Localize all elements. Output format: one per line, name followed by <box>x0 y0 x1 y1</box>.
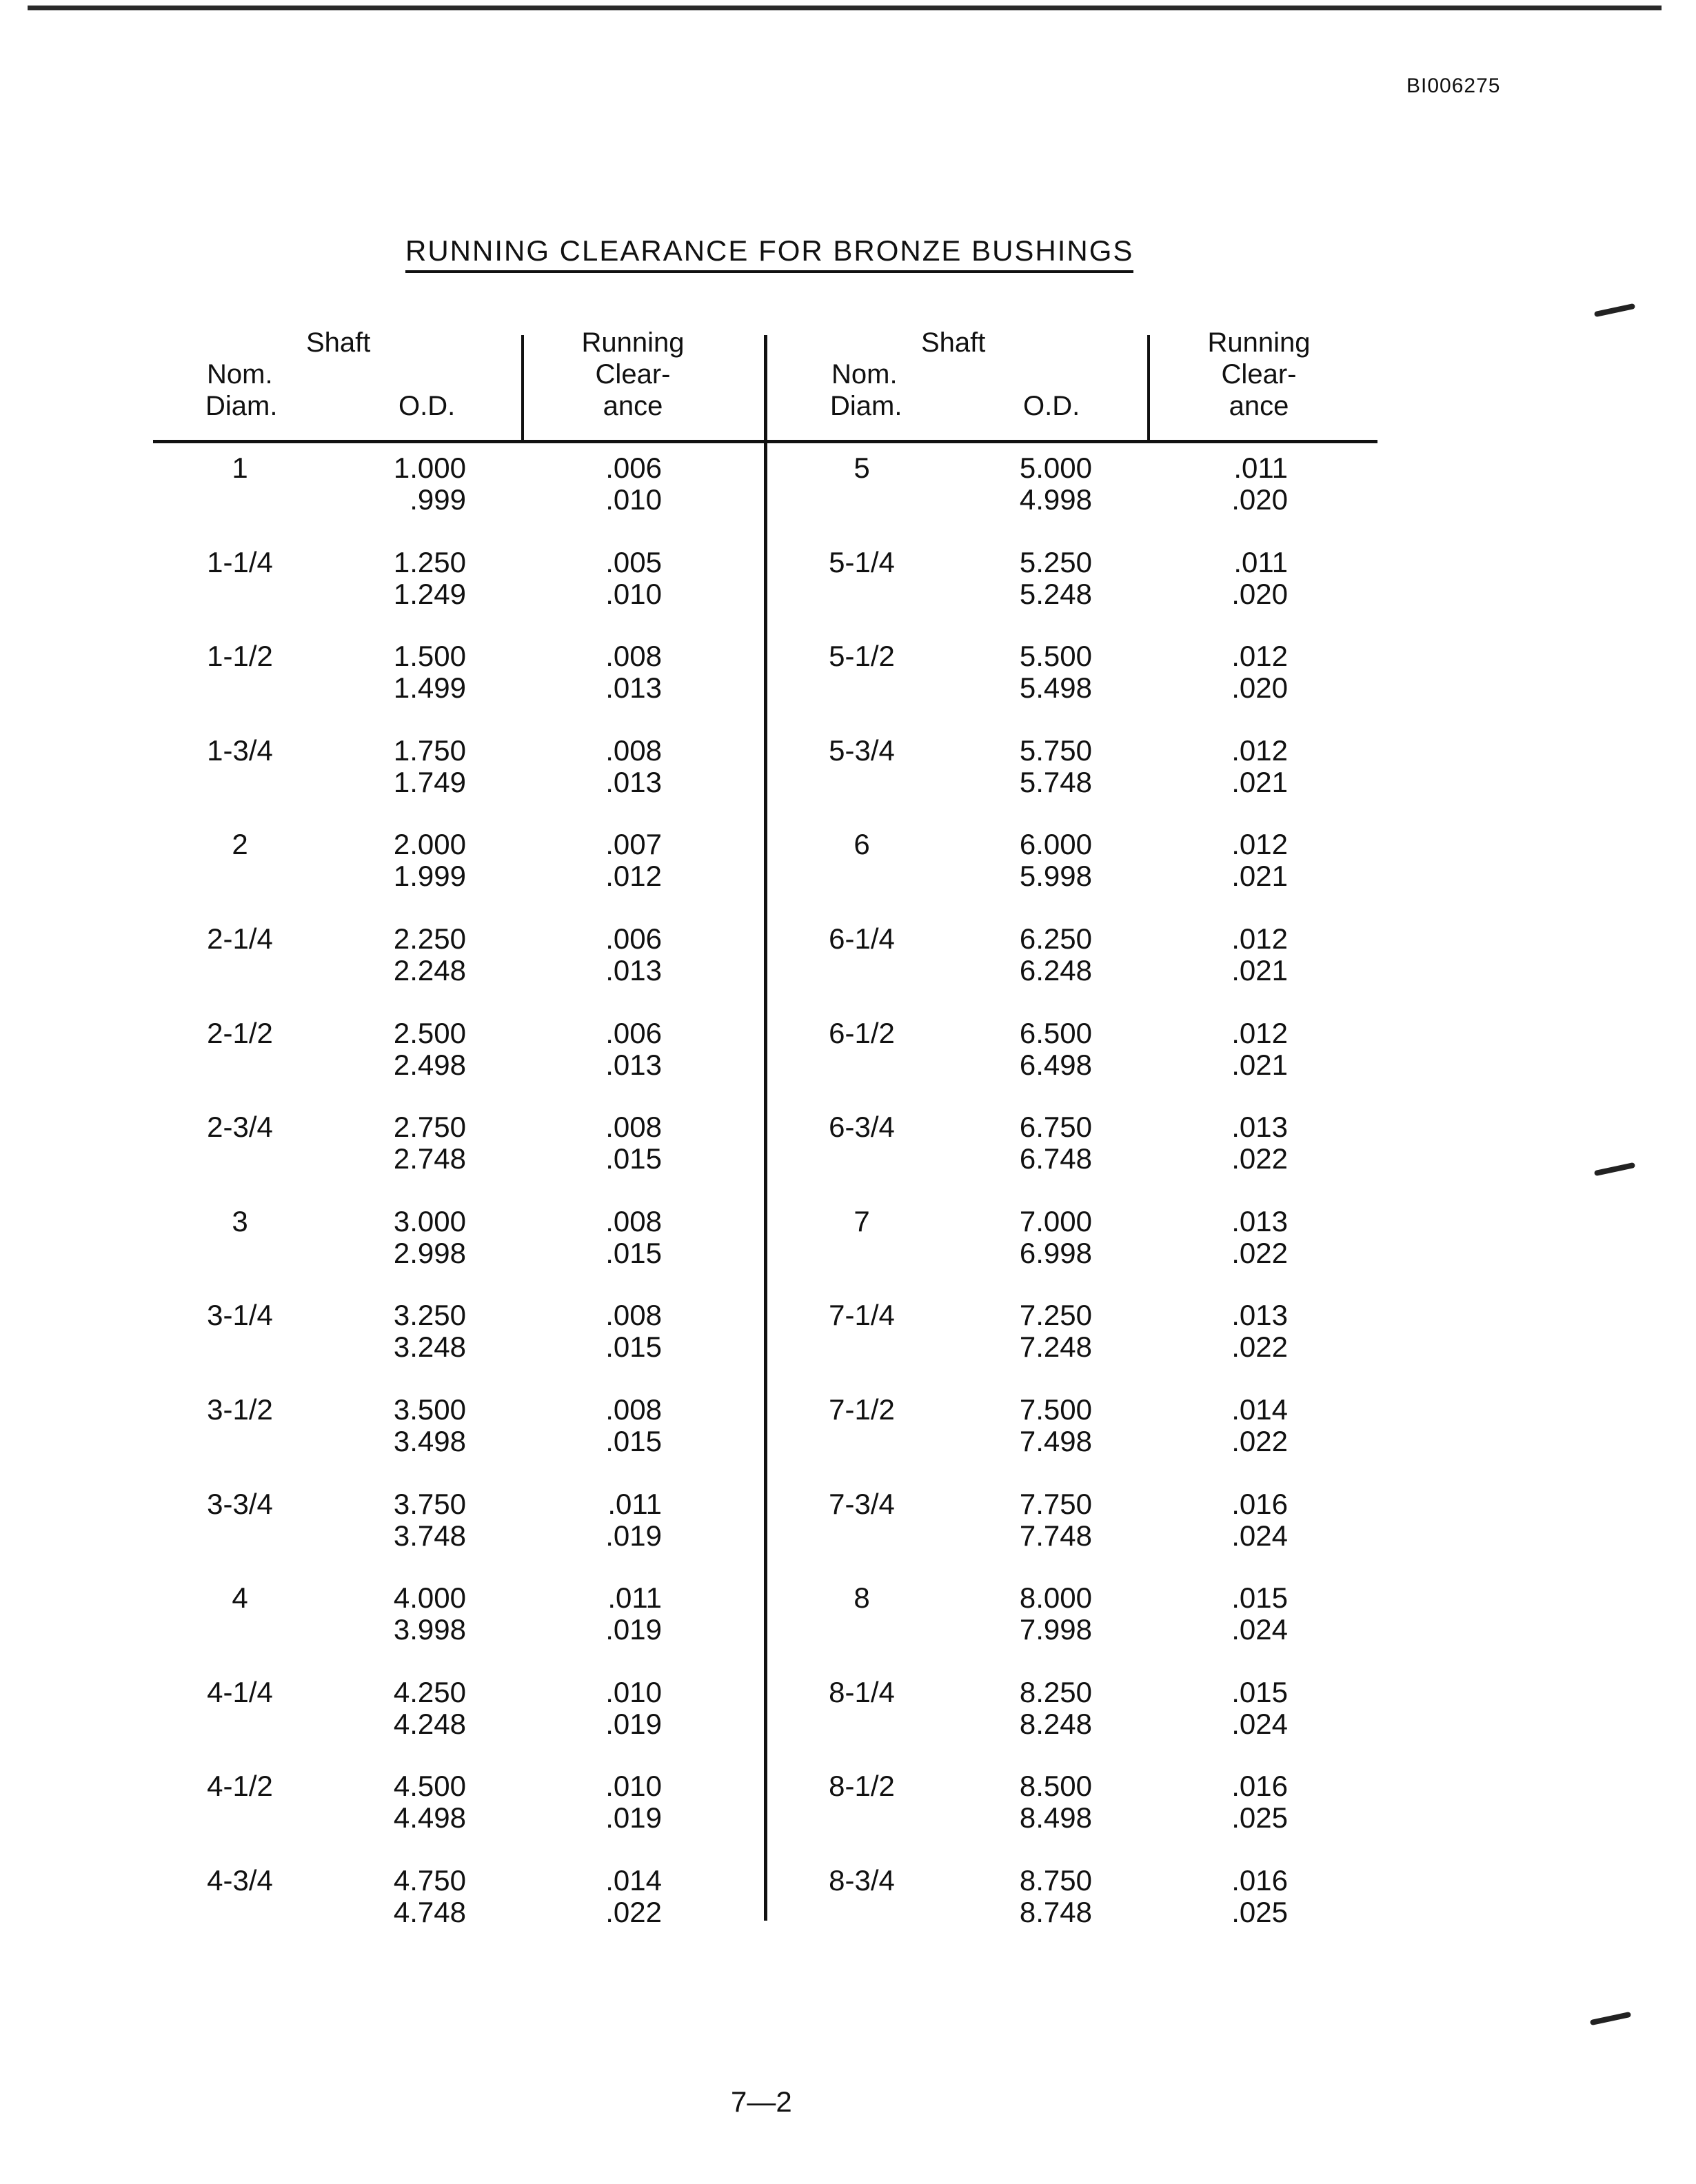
running-clearance-lower: .025 <box>1231 1896 1288 1928</box>
running-clearance-lower: .022 <box>1231 1236 1288 1269</box>
shaft-od-upper: 2.500 <box>393 1016 466 1049</box>
running-clearance-lower: .015 <box>605 1425 662 1457</box>
running-clearance-upper: .016 <box>1231 1487 1288 1520</box>
shaft-od <box>954 1394 1092 1457</box>
shaft-od-lower: 6.998 <box>1019 1236 1092 1269</box>
running-clearance <box>1150 1677 1288 1740</box>
shaft-od-upper: 6.000 <box>1019 828 1092 861</box>
shaft-od-upper: 3.500 <box>393 1393 466 1426</box>
shaft-od-lower: 7.248 <box>1019 1331 1092 1364</box>
shaft-od <box>954 1111 1092 1175</box>
nominal-diameter: 7-1/2 <box>829 1393 895 1426</box>
shaft-od-upper: 7.000 <box>1019 1204 1092 1237</box>
running-clearance-upper: .006 <box>605 1016 662 1049</box>
nominal-diameter: 3 <box>232 1204 248 1237</box>
running-clearance <box>1150 735 1288 798</box>
running-clearance <box>1150 640 1288 704</box>
shaft-od <box>954 735 1092 798</box>
running-clearance <box>1150 1300 1288 1363</box>
shaft-od-lower: .999 <box>410 483 466 516</box>
running-clearance-upper: .016 <box>1231 1770 1288 1803</box>
left-header-divider <box>521 335 524 441</box>
nominal-diameter: 3-1/4 <box>207 1299 273 1332</box>
shaft-od-upper: 4.250 <box>393 1675 466 1708</box>
shaft-od-upper: 5.750 <box>1019 734 1092 767</box>
running-clearance-lower: .019 <box>605 1707 662 1740</box>
running-clearance <box>1150 1582 1288 1646</box>
shaft-od-upper: 5.250 <box>1019 545 1092 578</box>
running-clearance-lower: .013 <box>605 765 662 798</box>
running-clearance-upper: .012 <box>1231 640 1288 673</box>
shaft-od-lower: 1.999 <box>393 860 466 893</box>
shaft-od <box>954 1300 1092 1363</box>
nominal-diameter: 6-1/2 <box>829 1016 895 1049</box>
shaft-od <box>954 1018 1092 1081</box>
running-clearance-lower: .010 <box>605 577 662 610</box>
running-clearance-lower: .022 <box>605 1896 662 1928</box>
running-clearance-lower: .024 <box>1231 1519 1288 1552</box>
nominal-diameter: 4-3/4 <box>207 1864 273 1897</box>
running-clearance-upper: .013 <box>1231 1111 1288 1144</box>
shaft-od-lower: 6.248 <box>1019 954 1092 987</box>
nominal-diameter: 8 <box>854 1581 870 1615</box>
shaft-od-lower: 4.248 <box>393 1707 466 1740</box>
margin-mark <box>1590 2012 1631 2025</box>
shaft-od-lower: 6.498 <box>1019 1048 1092 1081</box>
running-clearance-lower: .025 <box>1231 1801 1288 1834</box>
shaft-od-upper: 7.250 <box>1019 1299 1092 1332</box>
nominal-diameter: 1 <box>232 452 248 484</box>
running-clearance-upper: .008 <box>605 640 662 673</box>
shaft-od-lower: 1.249 <box>393 577 466 610</box>
shaft-od-upper: 7.750 <box>1019 1487 1092 1520</box>
running-clearance-lower: .020 <box>1231 577 1288 610</box>
shaft-od <box>954 547 1092 610</box>
running-clearance-lower: .019 <box>605 1801 662 1834</box>
running-clearance-lower: .021 <box>1231 954 1288 987</box>
running-clearance-lower: .010 <box>605 483 662 516</box>
shaft-od-lower: 4.748 <box>393 1896 466 1928</box>
running-clearance <box>1150 1394 1288 1457</box>
right-table-row <box>0 547 1696 616</box>
running-clearance-lower: .021 <box>1231 860 1288 893</box>
left-clear-header: Clear- <box>595 359 671 390</box>
shaft-od-upper: 3.000 <box>393 1204 466 1237</box>
running-clearance-upper: .006 <box>605 922 662 955</box>
shaft-od-lower: 2.498 <box>393 1048 466 1081</box>
running-clearance <box>1150 1865 1288 1928</box>
running-clearance <box>1150 1206 1288 1269</box>
right-table-row <box>0 1677 1696 1746</box>
shaft-od-upper: 1.000 <box>393 452 466 484</box>
running-clearance <box>1150 1111 1288 1175</box>
left-nom-header: Nom. <box>207 359 273 390</box>
running-clearance-upper: .005 <box>605 545 662 578</box>
running-clearance-upper: .011 <box>1233 545 1288 578</box>
right-nom-header: Nom. <box>831 359 898 390</box>
running-clearance-upper: .007 <box>605 828 662 861</box>
nominal-diameter: 5 <box>854 452 870 484</box>
right-od-header: O.D. <box>1023 391 1080 421</box>
shaft-od-lower: 3.248 <box>393 1331 466 1364</box>
right-table-row <box>0 923 1696 992</box>
right-table-row <box>0 1770 1696 1839</box>
shaft-od <box>954 1206 1092 1269</box>
nominal-diameter: 2-1/4 <box>207 922 273 955</box>
running-clearance-lower: .021 <box>1231 1048 1288 1081</box>
running-clearance-upper: .012 <box>1231 922 1288 955</box>
right-table-row <box>0 1111 1696 1180</box>
shaft-od-lower: 3.998 <box>393 1613 466 1646</box>
running-clearance-upper: .011 <box>607 1487 662 1520</box>
top-border-rule <box>28 6 1662 10</box>
right-ance-header: ance <box>1229 391 1289 421</box>
shaft-od-upper: 8.500 <box>1019 1770 1092 1803</box>
running-clearance <box>1150 547 1288 610</box>
running-clearance-lower: .024 <box>1231 1707 1288 1740</box>
running-clearance-lower: .022 <box>1231 1142 1288 1175</box>
margin-mark <box>1594 303 1635 317</box>
nominal-diameter: 4-1/4 <box>207 1675 273 1708</box>
shaft-od-lower: 1.499 <box>393 671 466 705</box>
running-clearance-upper: .014 <box>605 1864 662 1897</box>
shaft-od-upper: 8.000 <box>1019 1581 1092 1615</box>
shaft-od-lower: 5.998 <box>1019 860 1092 893</box>
running-clearance-upper: .014 <box>1231 1393 1288 1426</box>
running-clearance-lower: .015 <box>605 1236 662 1269</box>
nominal-diameter: 5-3/4 <box>829 734 895 767</box>
right-header-divider <box>1147 335 1150 441</box>
right-table-row <box>0 1394 1696 1463</box>
shaft-od-upper: 5.500 <box>1019 640 1092 673</box>
shaft-od-upper: 6.500 <box>1019 1016 1092 1049</box>
running-clearance-lower: .021 <box>1231 765 1288 798</box>
running-clearance-upper: .015 <box>1231 1581 1288 1615</box>
nominal-diameter: 8-3/4 <box>829 1864 895 1897</box>
running-clearance-upper: .012 <box>1231 828 1288 861</box>
page-title: RUNNING CLEARANCE FOR BRONZE BUSHINGS <box>405 234 1133 273</box>
running-clearance-lower: .022 <box>1231 1425 1288 1457</box>
left-diam-header: Diam. <box>205 391 278 421</box>
shaft-od-upper: 3.250 <box>393 1299 466 1332</box>
shaft-od <box>954 923 1092 987</box>
shaft-od-upper: 3.750 <box>393 1487 466 1520</box>
running-clearance <box>1150 452 1288 516</box>
shaft-od-upper: 8.250 <box>1019 1675 1092 1708</box>
nominal-diameter: 2-1/2 <box>207 1016 273 1049</box>
nominal-diameter: 5-1/2 <box>829 640 895 673</box>
nominal-diameter: 2 <box>232 828 248 861</box>
right-diam-header: Diam. <box>830 391 902 421</box>
shaft-od-lower: 6.748 <box>1019 1142 1092 1175</box>
right-table-row <box>0 640 1696 709</box>
running-clearance <box>1150 1018 1288 1081</box>
running-clearance-upper: .013 <box>1231 1299 1288 1332</box>
running-clearance-lower: .013 <box>605 954 662 987</box>
right-table-row <box>0 1488 1696 1557</box>
nominal-diameter: 1-3/4 <box>207 734 273 767</box>
left-running-header: Running <box>581 327 685 358</box>
running-clearance-lower: .012 <box>605 860 662 893</box>
nominal-diameter: 4 <box>232 1581 248 1615</box>
shaft-od-upper: 6.250 <box>1019 922 1092 955</box>
nominal-diameter: 7-1/4 <box>829 1299 895 1332</box>
running-clearance-upper: .010 <box>605 1675 662 1708</box>
shaft-od-lower: 8.748 <box>1019 1896 1092 1928</box>
left-ance-header: ance <box>603 391 663 421</box>
shaft-od-upper: 2.750 <box>393 1111 466 1144</box>
nominal-diameter: 6-1/4 <box>829 922 895 955</box>
shaft-od-upper: 5.000 <box>1019 452 1092 484</box>
shaft-od-upper: 1.750 <box>393 734 466 767</box>
running-clearance-lower: .019 <box>605 1519 662 1552</box>
shaft-od-lower: 2.998 <box>393 1236 466 1269</box>
shaft-od-lower: 5.248 <box>1019 577 1092 610</box>
running-clearance-lower: .022 <box>1231 1331 1288 1364</box>
nominal-diameter: 5-1/4 <box>829 545 895 578</box>
shaft-od <box>954 1770 1092 1834</box>
running-clearance <box>1150 829 1288 892</box>
shaft-od <box>954 1488 1092 1552</box>
running-clearance <box>1150 1770 1288 1834</box>
running-clearance-upper: .016 <box>1231 1864 1288 1897</box>
running-clearance-upper: .008 <box>605 1393 662 1426</box>
running-clearance-lower: .019 <box>605 1613 662 1646</box>
shaft-od-upper: 2.000 <box>393 828 466 861</box>
shaft-od-upper: 1.250 <box>393 545 466 578</box>
shaft-od-upper: 7.500 <box>1019 1393 1092 1426</box>
shaft-od-lower: 1.749 <box>393 765 466 798</box>
shaft-od-upper: 1.500 <box>393 640 466 673</box>
nominal-diameter: 7 <box>854 1204 870 1237</box>
right-table-row <box>0 1865 1696 1934</box>
shaft-od-lower: 3.748 <box>393 1519 466 1552</box>
running-clearance-upper: .012 <box>1231 1016 1288 1049</box>
page-number: 7—2 <box>731 2085 792 2118</box>
running-clearance <box>1150 1488 1288 1552</box>
shaft-od-lower: 8.498 <box>1019 1801 1092 1834</box>
nominal-diameter: 1-1/2 <box>207 640 273 673</box>
shaft-od <box>954 1582 1092 1646</box>
running-clearance-lower: .013 <box>605 671 662 705</box>
shaft-od-lower: 2.248 <box>393 954 466 987</box>
shaft-od-upper: 4.500 <box>393 1770 466 1803</box>
shaft-od <box>954 1677 1092 1740</box>
running-clearance-upper: .006 <box>605 452 662 484</box>
right-table-row <box>0 735 1696 804</box>
nominal-diameter: 7-3/4 <box>829 1487 895 1520</box>
nominal-diameter: 2-3/4 <box>207 1111 273 1144</box>
shaft-od <box>954 452 1092 516</box>
nominal-diameter: 6-3/4 <box>829 1111 895 1144</box>
nominal-diameter: 3-1/2 <box>207 1393 273 1426</box>
right-table-row <box>0 1018 1696 1086</box>
shaft-od-lower: 7.748 <box>1019 1519 1092 1552</box>
running-clearance-lower: .013 <box>605 1048 662 1081</box>
right-table-row <box>0 1582 1696 1651</box>
running-clearance-upper: .013 <box>1231 1204 1288 1237</box>
right-table-row <box>0 1206 1696 1275</box>
running-clearance-upper: .015 <box>1231 1675 1288 1708</box>
shaft-od-upper: 4.750 <box>393 1864 466 1897</box>
left-od-header: O.D. <box>398 391 456 421</box>
right-table-row <box>0 1300 1696 1368</box>
left-shaft-header: Shaft <box>306 327 371 358</box>
running-clearance-upper: .010 <box>605 1770 662 1803</box>
right-table-row <box>0 452 1696 521</box>
running-clearance-upper: .008 <box>605 1111 662 1144</box>
nominal-diameter: 8-1/2 <box>829 1770 895 1803</box>
shaft-od-lower: 2.748 <box>393 1142 466 1175</box>
shaft-od-upper: 6.750 <box>1019 1111 1092 1144</box>
running-clearance-upper: .008 <box>605 1299 662 1332</box>
shaft-od-upper: 8.750 <box>1019 1864 1092 1897</box>
shaft-od-lower: 4.498 <box>393 1801 466 1834</box>
running-clearance-upper: .012 <box>1231 734 1288 767</box>
shaft-od <box>954 829 1092 892</box>
running-clearance-upper: .011 <box>1233 452 1288 484</box>
shaft-od-upper: 4.000 <box>393 1581 466 1615</box>
shaft-od-upper: 2.250 <box>393 922 466 955</box>
running-clearance-lower: .015 <box>605 1331 662 1364</box>
shaft-od <box>954 640 1092 704</box>
running-clearance-upper: .011 <box>607 1581 662 1615</box>
header-rule <box>153 440 1377 443</box>
right-clear-header: Clear- <box>1221 359 1297 390</box>
shaft-od-lower: 7.498 <box>1019 1425 1092 1457</box>
running-clearance-lower: .020 <box>1231 671 1288 705</box>
shaft-od-lower: 8.248 <box>1019 1707 1092 1740</box>
running-clearance-lower: .015 <box>605 1142 662 1175</box>
shaft-od-lower: 5.498 <box>1019 671 1092 705</box>
right-shaft-header: Shaft <box>921 327 986 358</box>
nominal-diameter: 3-3/4 <box>207 1487 273 1520</box>
running-clearance <box>1150 923 1288 987</box>
nominal-diameter: 6 <box>854 828 870 861</box>
shaft-od-lower: 4.998 <box>1019 483 1092 516</box>
right-running-header: Running <box>1207 327 1311 358</box>
shaft-od-lower: 5.748 <box>1019 765 1092 798</box>
running-clearance-upper: .008 <box>605 1204 662 1237</box>
nominal-diameter: 4-1/2 <box>207 1770 273 1803</box>
nominal-diameter: 1-1/4 <box>207 545 273 578</box>
right-table-row <box>0 829 1696 898</box>
shaft-od <box>954 1865 1092 1928</box>
document-id: BI006275 <box>1406 74 1501 97</box>
running-clearance-upper: .008 <box>605 734 662 767</box>
nominal-diameter: 8-1/4 <box>829 1675 895 1708</box>
shaft-od-lower: 3.498 <box>393 1425 466 1457</box>
shaft-od-lower: 7.998 <box>1019 1613 1092 1646</box>
running-clearance-lower: .020 <box>1231 483 1288 516</box>
running-clearance-lower: .024 <box>1231 1613 1288 1646</box>
